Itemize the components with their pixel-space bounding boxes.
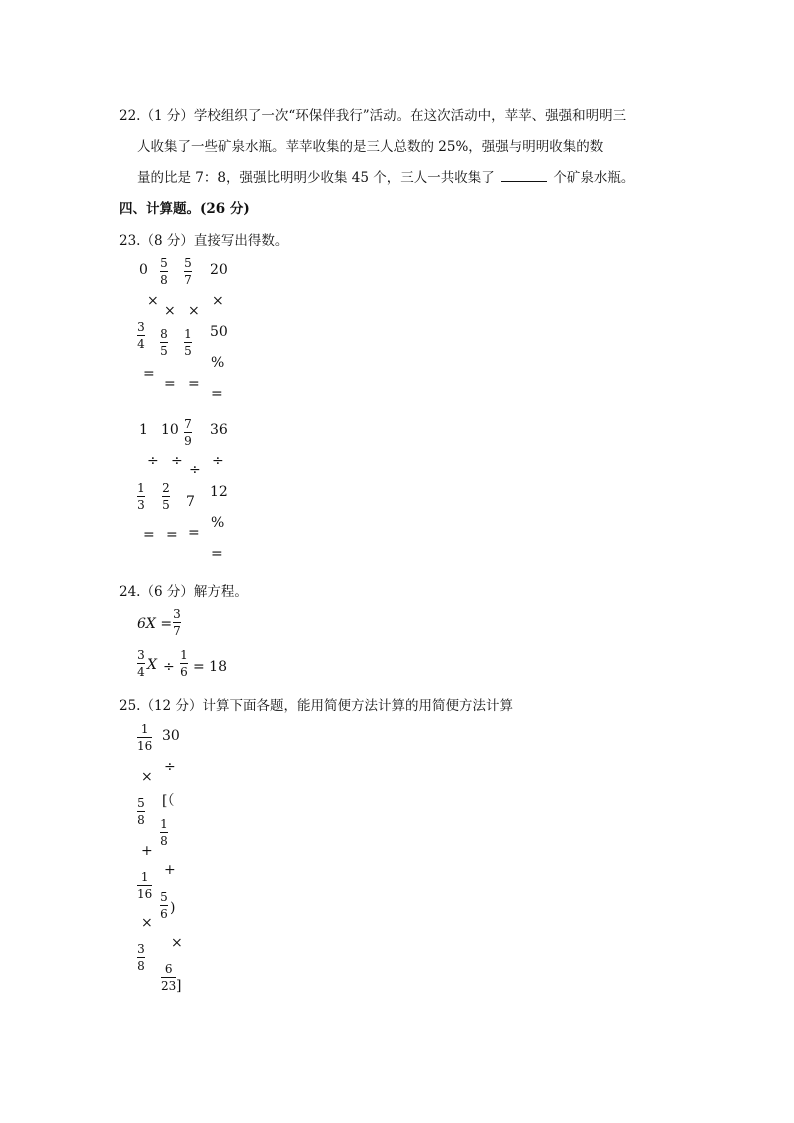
fraction-numerator: 3 — [137, 648, 145, 662]
q24-eq2-fraction — [137, 648, 145, 679]
fraction-denominator: 16 — [137, 739, 153, 753]
q25-left-plus: + — [141, 843, 153, 859]
q23-r2-c3-equals: = — [188, 525, 200, 541]
fraction-denominator: 5 — [184, 344, 192, 358]
q25-left-fraction-2 — [137, 796, 145, 827]
q22-line2: 人收集了一些矿泉水瓶。苹苹收集的是三人总数的 25%，强强与明明收集的数 — [137, 139, 604, 155]
q25-left-fraction-1 — [137, 722, 152, 753]
fraction-denominator: 9 — [184, 434, 192, 448]
q23-r1-c2-fraction — [160, 256, 168, 287]
q23-r1-c4-times: × — [212, 293, 224, 309]
fraction-numerator: 5 — [184, 256, 192, 270]
q23-r2-c4-value: 12 — [210, 484, 228, 500]
q25-right-top: 30 — [162, 728, 180, 744]
fraction-denominator: 3 — [137, 498, 145, 512]
q23-r2-c4-percent: % — [211, 515, 225, 531]
q23-r1-c2-fraction-2 — [160, 327, 168, 358]
q23-r2-c1-top: 1 — [139, 422, 148, 438]
fraction-bar — [137, 496, 145, 497]
q23-r2-c2-top: 10 — [161, 422, 179, 438]
q23-r2-c3-value: 7 — [186, 494, 195, 510]
fraction-bar — [184, 432, 192, 433]
fraction-denominator: 7 — [173, 624, 181, 638]
q23-r2-c4-top: 36 — [210, 422, 228, 438]
fraction-bar — [137, 663, 145, 664]
q22-line3-tail: 个矿泉水瓶。 — [553, 170, 635, 186]
fraction-denominator: 5 — [162, 498, 170, 512]
fraction-bar — [184, 271, 192, 272]
fraction-numerator: 5 — [137, 796, 145, 810]
fraction-bar — [160, 832, 168, 833]
q24-eq1-left: 6X = — [137, 616, 173, 632]
fraction-denominator: 4 — [137, 337, 145, 351]
q23-r1-c3-fraction — [184, 256, 192, 287]
q23-r1-c3-times: × — [188, 303, 200, 319]
fraction-denominator: 5 — [160, 344, 168, 358]
answer-blank[interactable] — [501, 171, 547, 182]
q25-right-bracket-open: [（ — [162, 793, 175, 809]
fraction-numerator: 1 — [140, 722, 149, 736]
fraction-bar — [137, 811, 145, 812]
q25-left-times-1: × — [141, 769, 153, 785]
fraction-numerator: 8 — [160, 327, 168, 341]
fraction-bar — [184, 342, 192, 343]
q25-right-fraction-3 — [161, 962, 176, 993]
q23-r1-c2-equals: = — [164, 376, 176, 392]
q24-eq2-div: ÷ — [163, 659, 175, 675]
q23-r1-c4-top: 20 — [210, 262, 228, 278]
q23-r1-c4-percent: % — [211, 355, 225, 371]
fraction-numerator: 1 — [184, 327, 192, 341]
q23-r2-c2-fraction — [162, 481, 170, 512]
q23-r1-c1-top: 0 — [139, 262, 148, 278]
fraction-numerator: 5 — [160, 256, 168, 270]
q23-r1-c1-equals: = — [143, 366, 155, 382]
q23-r2-c3-div: ÷ — [189, 462, 201, 478]
fraction-bar — [173, 622, 181, 623]
q22-line3-text: 量的比是 7：8，强强比明明少收集 45 个，三人一共收集了 — [137, 170, 495, 186]
q25-right-fraction-1 — [160, 817, 168, 848]
fraction-denominator: 23 — [161, 979, 177, 993]
q23-r2-c1-equals: = — [143, 527, 155, 543]
fraction-numerator: 6 — [164, 962, 173, 976]
fraction-numerator: 1 — [137, 481, 145, 495]
fraction-bar — [137, 737, 152, 738]
fraction-bar — [161, 977, 176, 978]
q23-r1-c1-times: × — [147, 293, 159, 309]
fraction-denominator: 7 — [184, 273, 192, 287]
q23-title: 23.（8 分）直接写出得数。 — [119, 233, 289, 249]
q24-title: 24.（6 分）解方程。 — [119, 584, 248, 600]
fraction-numerator: 1 — [140, 870, 149, 884]
q23-r1-c4-equals: = — [211, 386, 223, 402]
fraction-bar — [162, 496, 170, 497]
fraction-bar — [160, 905, 168, 906]
q22-line3 — [137, 166, 634, 186]
q25-left-fraction-3 — [137, 870, 152, 901]
q23-r1-c2-times: × — [164, 303, 176, 319]
q24-eq2-variable: X — [147, 657, 157, 673]
q25-left-fraction-4 — [137, 942, 145, 973]
fraction-numerator: 1 — [160, 817, 168, 831]
q23-r2-c2-div: ÷ — [171, 453, 183, 469]
q23-r2-c3-fraction — [184, 417, 192, 448]
q23-r2-c1-div: ÷ — [147, 453, 159, 469]
q24-eq2-fraction-2 — [180, 648, 188, 679]
q23-r1-c3-fraction-2 — [184, 327, 192, 358]
fraction-numerator: 3 — [173, 607, 181, 621]
fraction-bar — [160, 271, 168, 272]
q25-right-paren-close: ) — [170, 900, 176, 916]
fraction-denominator: 6 — [160, 907, 168, 921]
fraction-denominator: 6 — [180, 665, 188, 679]
q23-r1-c4-value: 50 — [210, 324, 228, 340]
fraction-numerator: 1 — [180, 648, 188, 662]
q25-left-times-2: × — [141, 915, 153, 931]
fraction-denominator: 4 — [137, 665, 145, 679]
fraction-numerator: 7 — [184, 417, 192, 431]
fraction-denominator: 8 — [160, 834, 168, 848]
fraction-bar — [137, 335, 145, 336]
q23-r2-c1-fraction — [137, 481, 145, 512]
fraction-bar — [160, 342, 168, 343]
q23-r2-c4-equals: = — [211, 546, 223, 562]
q25-right-bracket-close: ] — [176, 978, 182, 994]
q23-r2-c4-div: ÷ — [212, 453, 224, 469]
fraction-denominator: 8 — [137, 959, 145, 973]
q25-title: 25.（12 分）计算下面各题，能用简便方法计算的用简便方法计算 — [119, 698, 513, 714]
q23-r1-c3-equals: = — [188, 376, 200, 392]
fraction-denominator: 16 — [137, 887, 153, 901]
fraction-bar — [180, 663, 188, 664]
q24-eq1-fraction — [173, 607, 181, 638]
fraction-denominator: 8 — [160, 273, 168, 287]
q25-right-plus: + — [164, 862, 176, 878]
fraction-bar — [137, 885, 152, 886]
q22-line1: 22.（1 分）学校组织了一次“环保伴我行”活动。在这次活动中，苹苹、强强和明明三 — [119, 108, 627, 124]
fraction-denominator: 8 — [137, 813, 145, 827]
q24-eq2-right: = 18 — [193, 659, 227, 675]
q25-right-fraction-2 — [160, 890, 168, 921]
fraction-numerator: 5 — [160, 890, 168, 904]
section-title: 四、计算题。(26 分) — [119, 201, 250, 217]
q25-right-times: × — [171, 935, 183, 951]
fraction-bar — [137, 957, 145, 958]
q23-r1-c1-fraction — [137, 320, 145, 351]
q23-r2-c2-equals: = — [166, 527, 178, 543]
fraction-numerator: 3 — [137, 942, 145, 956]
fraction-numerator: 2 — [162, 481, 170, 495]
q25-right-div: ÷ — [164, 759, 176, 775]
fraction-numerator: 3 — [137, 320, 145, 334]
